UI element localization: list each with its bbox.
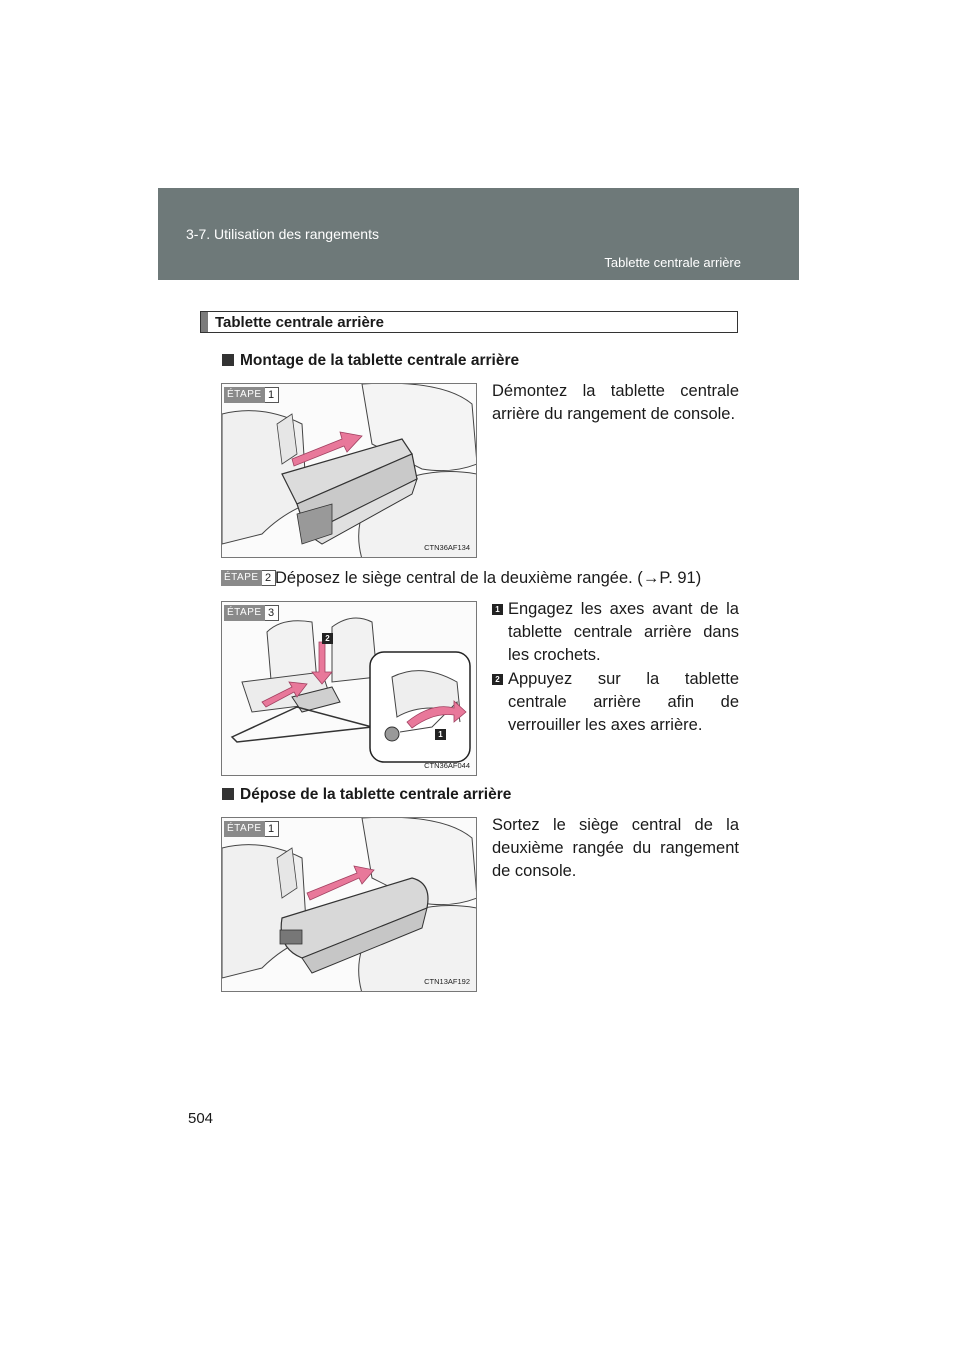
page-reference-link[interactable]: P. 91): [659, 569, 702, 587]
figure-code: CTN13AF192: [424, 977, 470, 986]
chapter-section: 3-7. Utilisation des rangements: [186, 226, 379, 242]
chapter-header: [158, 188, 799, 280]
figure-removal-step1: [221, 817, 477, 992]
arrow-right-icon: →: [642, 569, 660, 587]
list-number-badge: 2: [492, 674, 503, 685]
bullet-square-icon: [222, 354, 234, 366]
step-badge: ÉTAPE 1: [224, 387, 279, 403]
mount-step2-text: Déposez le siège central de la deuxième rangée. (→P. 91): [275, 569, 702, 587]
title-bar-decoration: [201, 312, 208, 332]
seat-tray-illustration: [222, 602, 477, 776]
chapter-subtitle: Tablette centrale arrière: [604, 255, 741, 270]
figure-code: CTN36AF044: [424, 761, 470, 770]
section-title-box: [200, 311, 738, 333]
section-title: Tablette centrale arrière: [215, 313, 384, 331]
figure-mount-step1: [221, 383, 477, 558]
callout-2-badge: 2: [322, 633, 333, 644]
list-number-badge: 1: [492, 604, 503, 615]
mount-step1-text: Démontez la tablette centrale arrière du rangement de console.: [492, 382, 739, 423]
mounting-heading: Montage de la tablette centrale arrière: [222, 352, 519, 370]
step-badge: ÉTAPE 3: [224, 605, 279, 621]
page-number: 504: [188, 1110, 214, 1127]
removal-heading: Dépose de la tablette centrale arrière: [222, 786, 511, 804]
step-badge: ÉTAPE 1: [224, 821, 279, 837]
step-badge: ÉTAPE 2: [221, 570, 276, 586]
callout-1-badge: 1: [435, 729, 446, 740]
figure-mount-step3: [221, 601, 477, 776]
removal-step1-text: Sortez le siège central de la deuxième rangée du rangement de console.: [492, 816, 739, 880]
bullet-square-icon: [222, 788, 234, 800]
console-tray-illustration: [222, 384, 477, 558]
figure-code: CTN36AF134: [424, 543, 470, 552]
console-seat-removal-illustration: [222, 818, 477, 992]
